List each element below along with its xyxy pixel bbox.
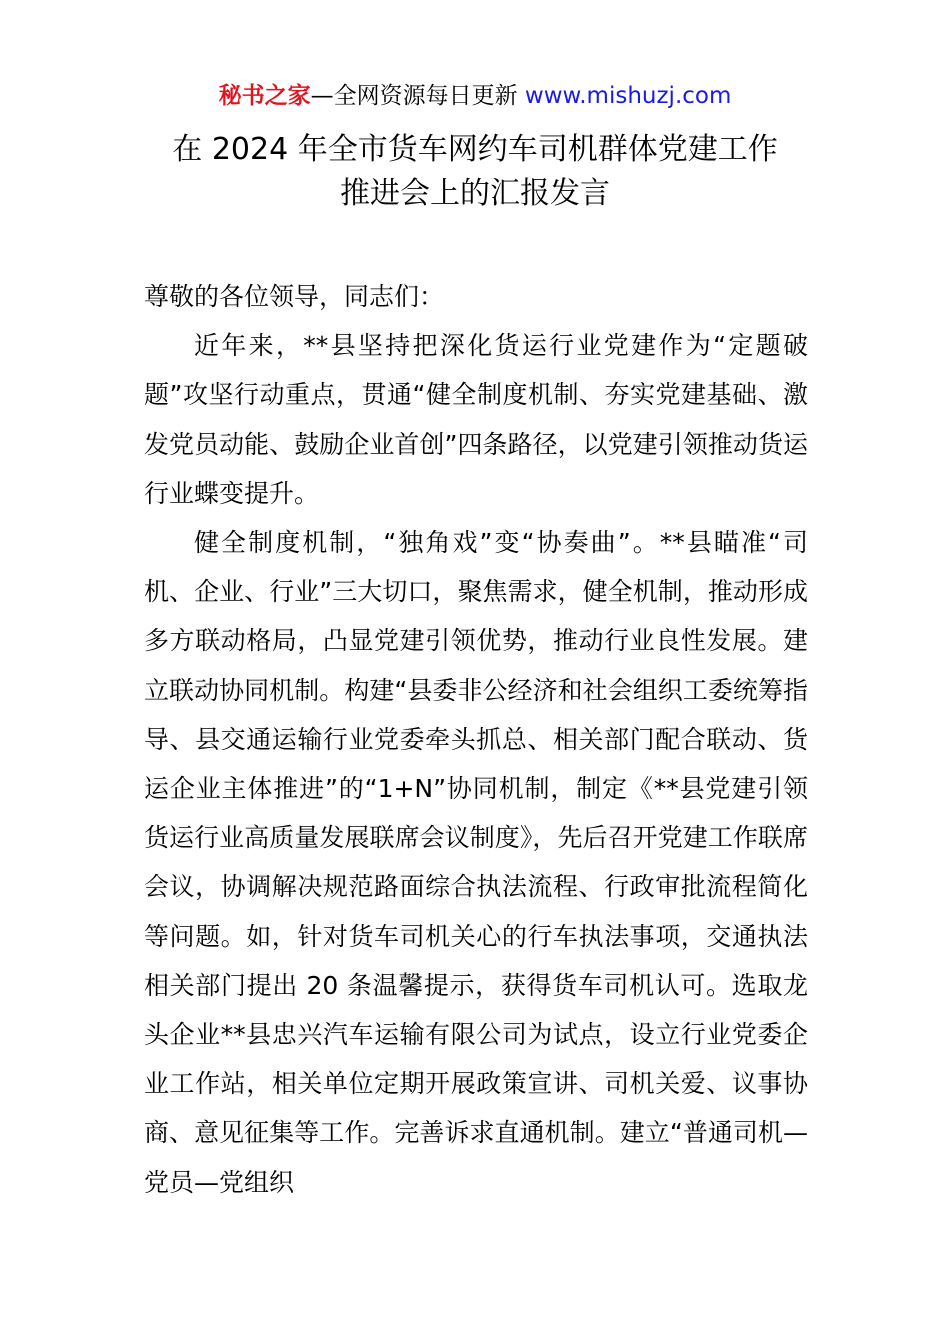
title-line-2: 推进会上的汇报发言	[340, 176, 610, 211]
salutation: 尊敬的各位领导，同志们：	[144, 282, 445, 311]
site-header	[0, 80, 950, 112]
document-title	[0, 128, 950, 216]
header-tagline: —全网资源每日更新	[310, 83, 525, 109]
document-body	[144, 272, 808, 1207]
paragraph-1: 近年来，**县坚持把深化货运行业党建作为“定题破题”攻坚行动重点，贯通“健全制度机制、夯实党建基础、激发党员动能、鼓励企业首创”四条路径，以党建引领推动货运行业蝶变提升。	[144, 331, 808, 508]
title-line-1: 在 2024 年全市货车网约车司机群体党建工作	[172, 132, 778, 167]
paragraph-2: 健全制度机制，“独角戏”变“协奏曲”。**县瞄准“司机、企业、行业”三大切口，聚焦需求，健全机制，推动形成多方联动格局，凸显党建引领优势，推动行业良性发展。建立联动协同机制。构建“县委非公经济和社会组织工委统筹指导、县交通运输行业党委牵头抓总、相关部门配合联动、货运企业主体推进”的“1+N”协同机制，制定《**县党建引领货运行业高质量发展联席会议制度》，先后召开党建工作联席会议，协调解决规范路面综合执法流程、行政审批流程简化等问题。如，针对货车司机关心的行车执法事项，交通执法相关部门提出 20 条温馨提示，获得货车司机认可。选取龙头企业**县忠兴汽车运输有限公司为试点，设立行业党委企业工作站，相关单位定期开展政策宣讲、司机关爱、议事协商、意见征集等工作。完善诉求直通机制。建立“普通司机—党员—党组织	[144, 528, 808, 1197]
site-url-link[interactable]: www.mishuzj.com	[524, 83, 732, 109]
brand-name: 秘书之家	[218, 83, 311, 109]
